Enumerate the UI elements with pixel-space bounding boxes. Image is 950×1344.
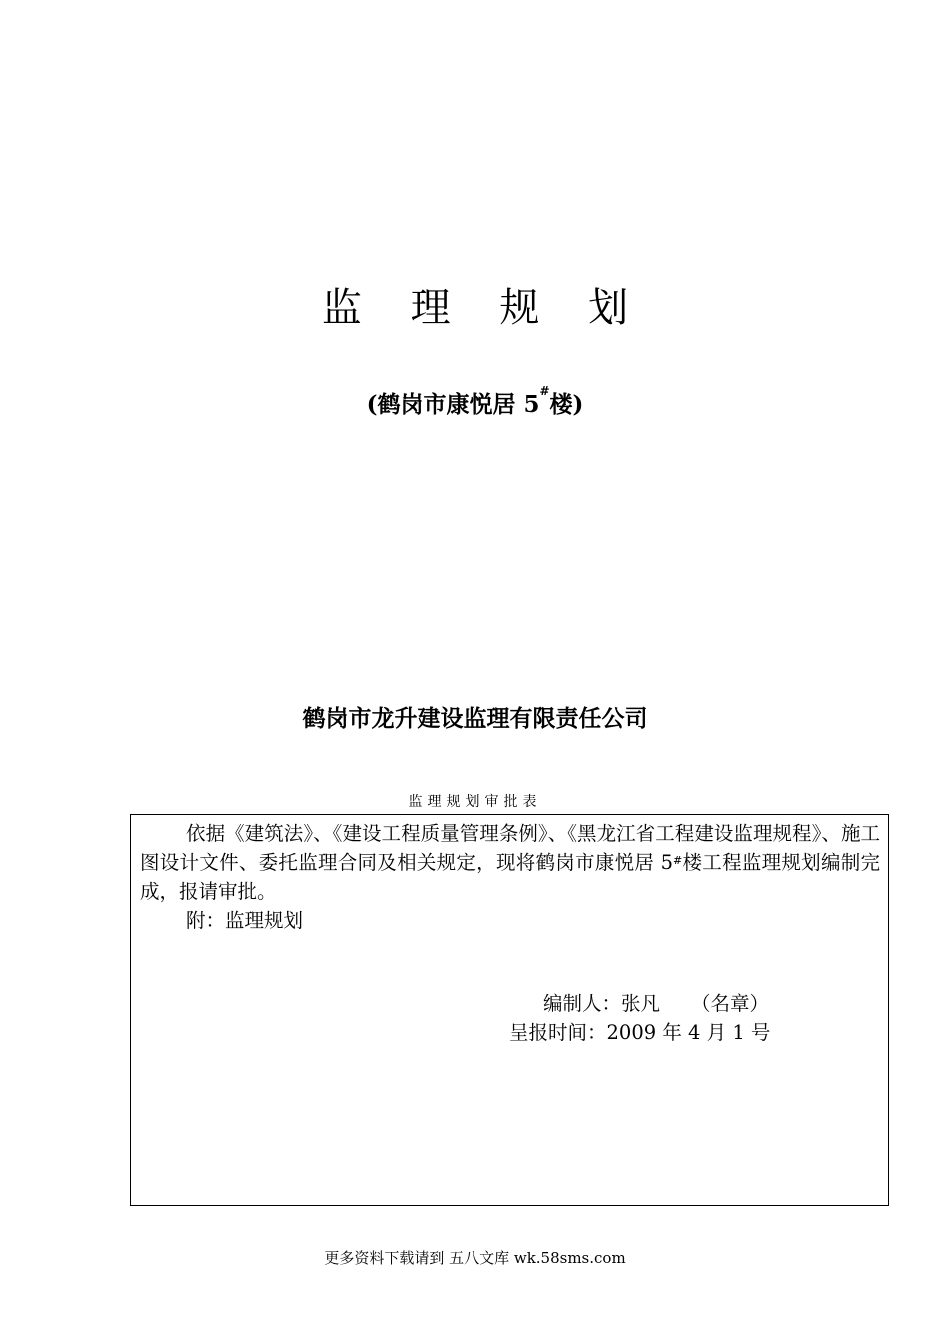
subtitle-suffix: 楼) xyxy=(549,391,584,418)
approval-form-box xyxy=(130,814,889,1206)
submission-date-line: 呈报时间：2009 年 4 月 1 号 xyxy=(509,1021,771,1044)
approval-paragraph xyxy=(140,819,880,906)
paragraph-part1: 依据《建筑法》、《建设工程质量管理条例》、《黑龙江省工程建设监理规程》、施工图设计文件、委托监理合同及相关规定，现将鹤岗市康悦居 5 xyxy=(140,822,880,874)
paragraph-part2: 楼工程监理规划编制完成，报请审批。 xyxy=(140,851,880,903)
attachment-line: 附：监理规划 xyxy=(186,909,304,932)
footer-download-note: 更多资料下载请到 五八文库 wk.58sms.com xyxy=(324,1249,626,1267)
document-title: 监 理 规 划 xyxy=(321,285,647,331)
paragraph-superscript: # xyxy=(673,854,683,867)
company-name: 鹤岗市龙升建设监理有限责任公司 xyxy=(302,706,648,732)
approval-table-caption: 监理规划审批表 xyxy=(408,794,542,810)
subtitle-prefix: (鹤岗市康悦居 5 xyxy=(366,391,540,418)
document-subtitle xyxy=(0,386,950,419)
editor-line: 编制人：张凡 （名章） xyxy=(543,992,769,1015)
subtitle-superscript: # xyxy=(539,384,550,398)
